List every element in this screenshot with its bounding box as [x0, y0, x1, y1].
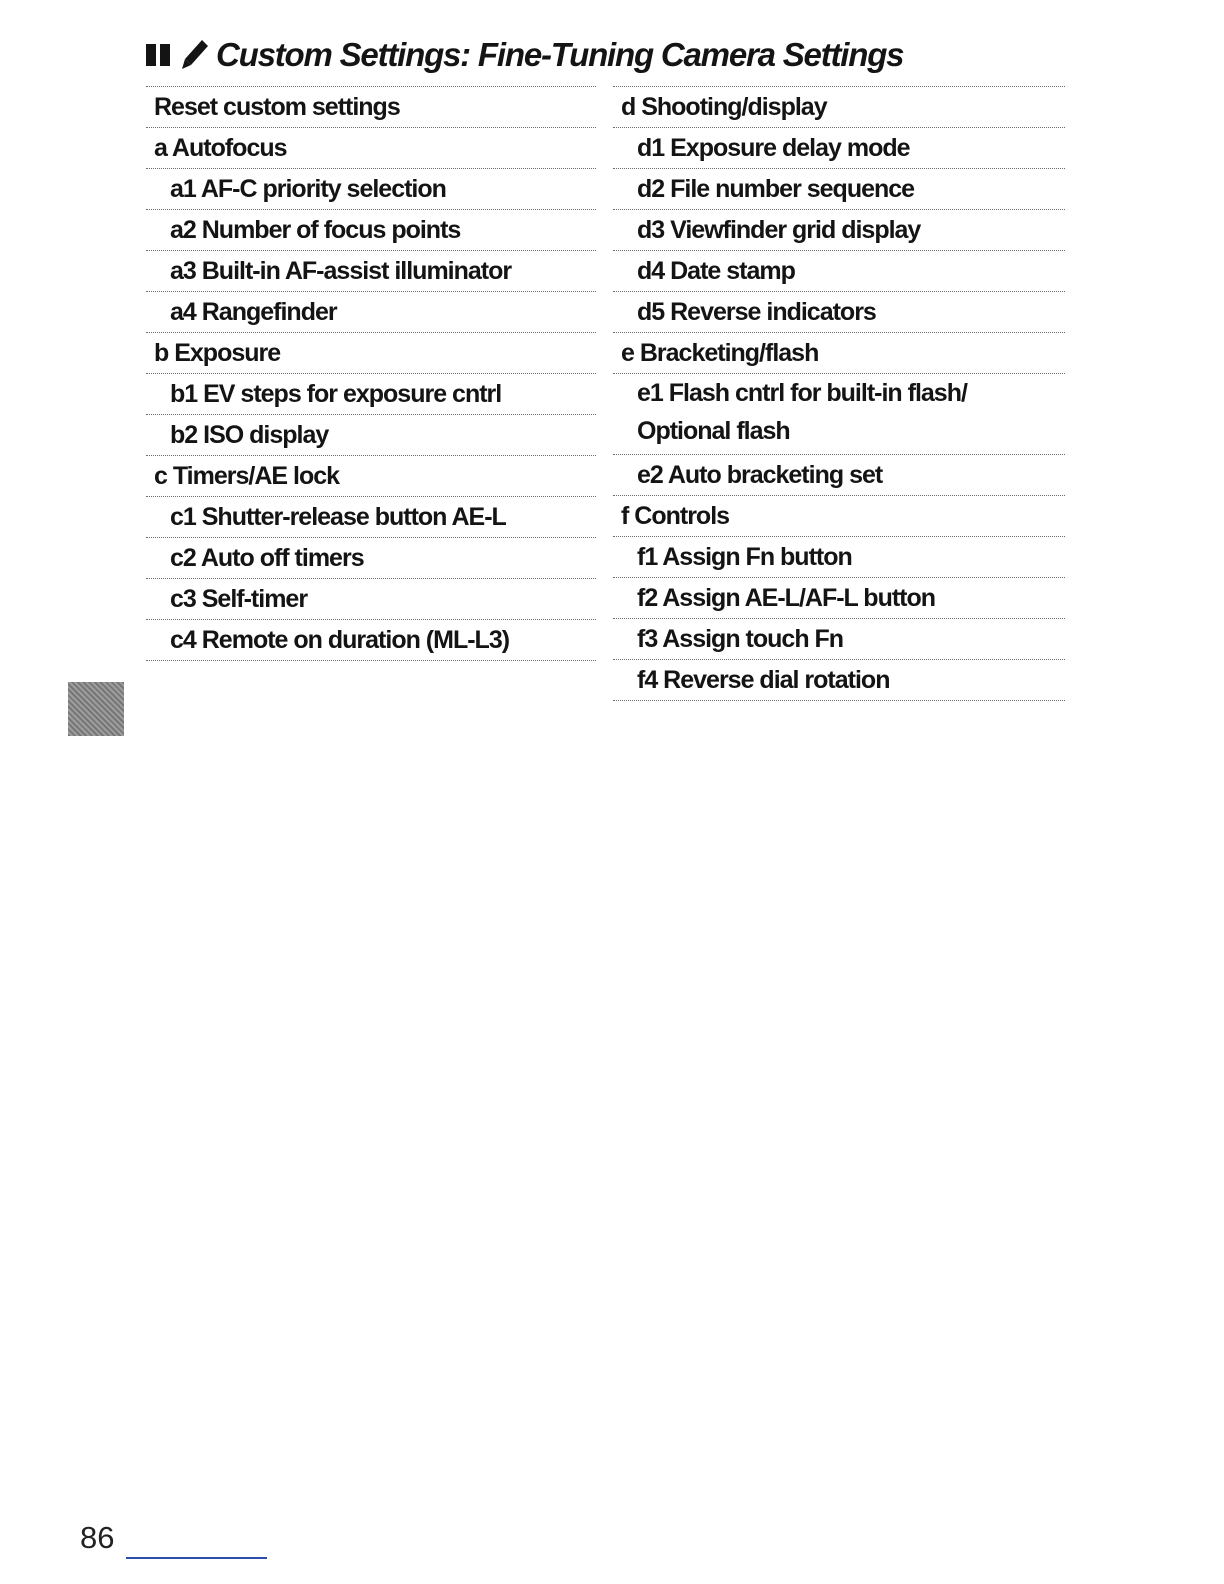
menu-item: d1 Exposure delay mode — [613, 128, 1065, 169]
menu-item: a1 AF-C priority selection — [146, 169, 596, 210]
page-number: 86 — [80, 1520, 115, 1555]
page-number-rule — [126, 1557, 267, 1559]
menu-item: d5 Reverse indicators — [613, 292, 1065, 333]
menu-item: e2 Auto bracketing set — [613, 455, 1065, 496]
page-heading — [146, 30, 903, 80]
menu-item: f4 Reverse dial rotation — [613, 660, 1065, 701]
menu-item: a3 Built-in AF-assist illuminator — [146, 251, 596, 292]
menu-item: a2 Number of focus points — [146, 210, 596, 251]
menu-item: b1 EV steps for exposure cntrl — [146, 374, 596, 415]
menu-group-heading: b Exposure — [146, 333, 596, 374]
menu-item: c1 Shutter-release button AE-L — [146, 497, 596, 538]
pencil-icon — [180, 38, 210, 72]
menu-item-label-continued: Optional flash — [637, 417, 790, 445]
menu-item: c2 Auto off timers — [146, 538, 596, 579]
menu-group-heading: e Bracketing/flash — [613, 333, 1065, 374]
menu-item: d3 Viewfinder grid display — [613, 210, 1065, 251]
custom-settings-list-right — [613, 86, 1065, 701]
menu-item: c4 Remote on duration (ML-L3) — [146, 620, 596, 661]
page-title: Custom Settings: Fine-Tuning Camera Settings — [216, 36, 904, 73]
menu-item: c3 Self-timer — [146, 579, 596, 620]
menu-group-heading: a Autofocus — [146, 128, 596, 169]
menu-item: f2 Assign AE-L/AF-L button — [613, 578, 1065, 619]
menu-item: d4 Date stamp — [613, 251, 1065, 292]
chapter-thumb-tab — [68, 682, 124, 736]
custom-settings-list-left — [146, 86, 596, 661]
menu-item — [613, 374, 1065, 455]
menu-group-heading: f Controls — [613, 496, 1065, 537]
menu-item-label: e1 Flash cntrl for built-in flash/ — [637, 379, 967, 407]
menu-item: d2 File number sequence — [613, 169, 1065, 210]
menu-group-heading: d Shooting/display — [613, 87, 1065, 128]
menu-group-heading: Reset custom settings — [146, 87, 596, 128]
menu-item: f3 Assign touch Fn — [613, 619, 1065, 660]
menu-item: b2 ISO display — [146, 415, 596, 456]
section-bars-icon — [146, 44, 170, 66]
menu-item: f1 Assign Fn button — [613, 537, 1065, 578]
menu-group-heading: c Timers/AE lock — [146, 456, 596, 497]
menu-item: a4 Rangefinder — [146, 292, 596, 333]
